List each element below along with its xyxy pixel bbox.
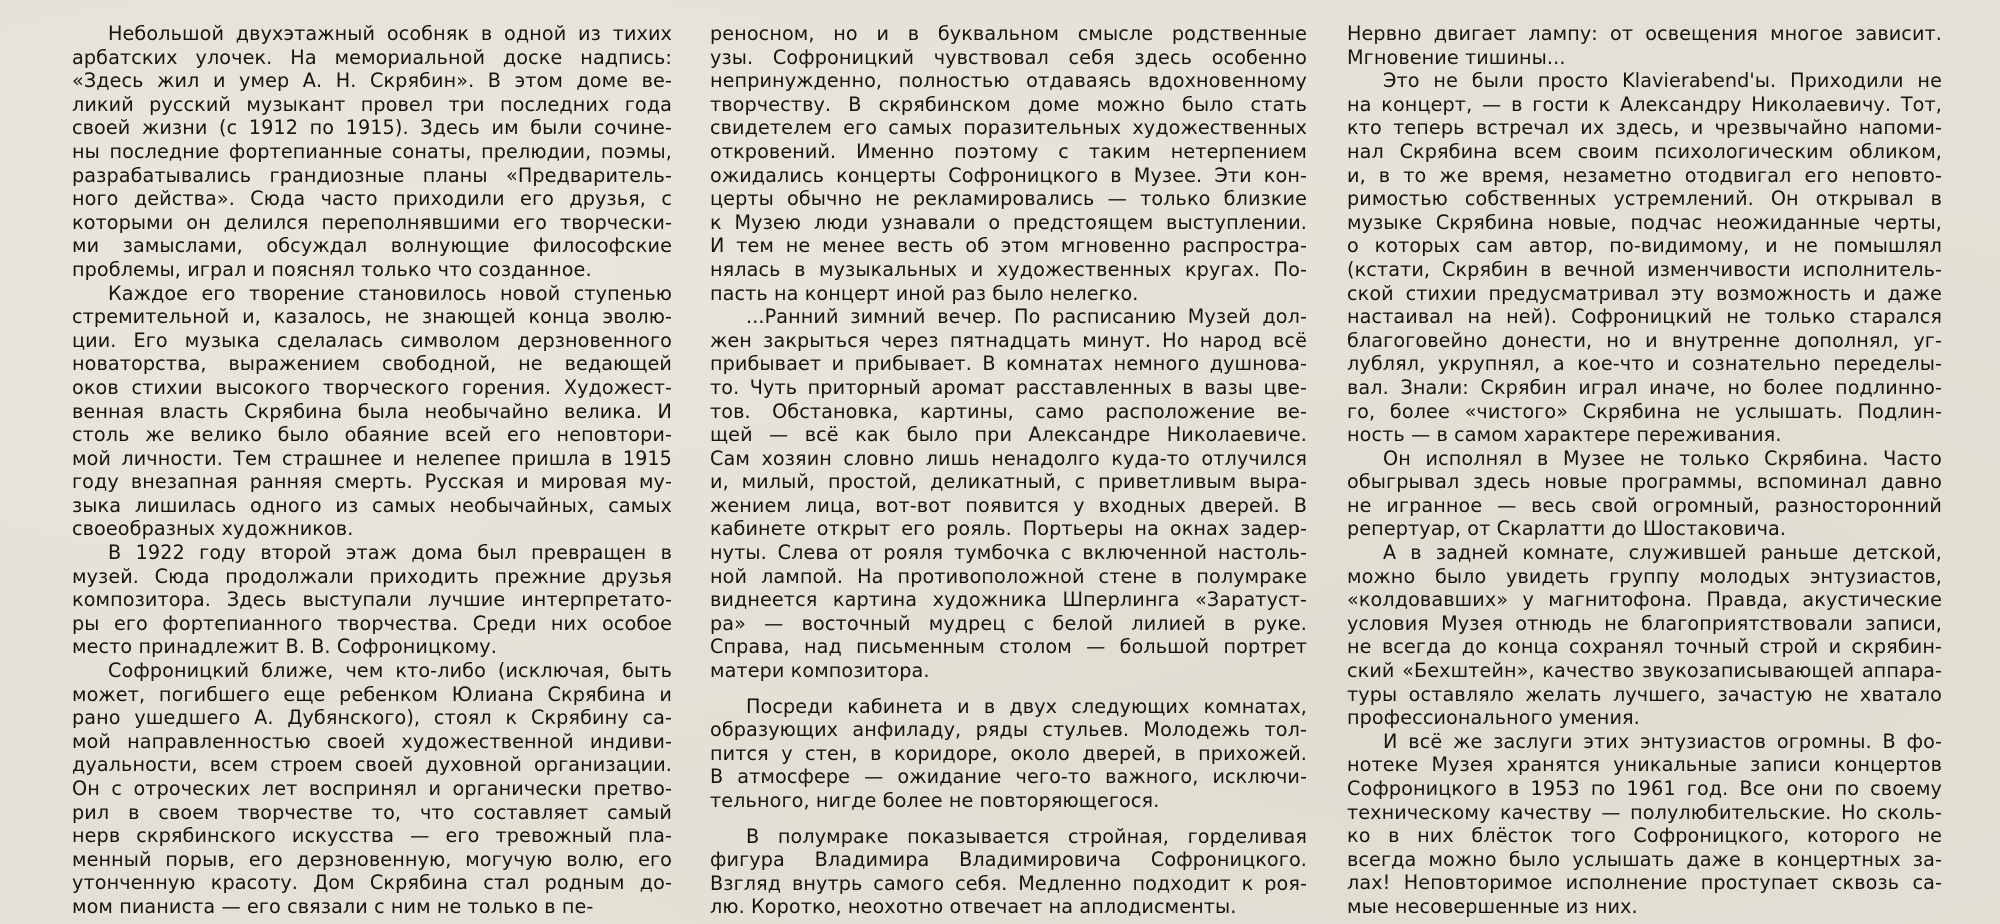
- text-line: туры оставляло желать лучшего, зачастую не хватало: [1347, 682, 1942, 706]
- text-line: Справа, над письменным столом — большой портрет: [710, 635, 1307, 659]
- text-line: рил в своем творчестве то, что составляет самый: [72, 800, 672, 824]
- text-line: музей. Сюда продолжали приходить прежние друзья: [72, 564, 672, 588]
- paragraph: [1347, 22, 1942, 69]
- text-line: жением лица, вот-вот появится у входных дверей. В: [710, 493, 1307, 517]
- text-line: обыгрывал здесь новые программы, вспоминал давно: [1347, 470, 1942, 494]
- text-line: к Музею люди узнавали о предстоящем выступлении.: [710, 210, 1307, 234]
- text-line: Нервно двигает лампу: от освещения многое зависит.: [1347, 22, 1942, 45]
- text-line: Каждое его творение становилось новой ступенью: [108, 281, 672, 305]
- text-line: нялась в музыкальных и художественных кругах. По-: [710, 257, 1307, 281]
- paragraph-gap: [710, 813, 1307, 825]
- paragraph: [710, 305, 1307, 683]
- text-line: го, более «чистого» Скрябина не услышать. Подлин-: [1347, 399, 1942, 423]
- paragraph: [72, 22, 672, 282]
- text-line: вал. Знали: Скрябин играл иначе, но более подлинно-: [1347, 375, 1942, 399]
- text-line: ной лампой. На противоположной стене в полумраке: [710, 564, 1307, 588]
- text-line: щей — всё как было при Александре Николаевиче.: [710, 423, 1307, 447]
- text-line: церты обычно не рекламировались — только близкие: [710, 187, 1307, 211]
- text-line: настаивал на ней). Софроницкий не только старался: [1347, 305, 1942, 329]
- text-line: ликий русский музыкант провел три последних года: [72, 92, 672, 116]
- text-line: В атмосфере — ожидание чего-то важного, исключи-: [710, 765, 1307, 789]
- text-line: ский «Бехштейн», качество звукозаписывающей аппара-: [1347, 659, 1942, 683]
- text-column-3: [1347, 22, 1942, 919]
- text-line: мой личности. Тем страшнее и нелепее пришла в 1915: [72, 446, 672, 470]
- text-line: профессионального умения.: [1347, 706, 1640, 730]
- text-line: благоговейно донести, но и внутренне дополнял, уг-: [1347, 328, 1942, 352]
- text-column-2: [710, 22, 1307, 919]
- text-line: ного действа». Сюда часто приходили его друзья, с: [72, 187, 672, 211]
- text-line: техническому качеству — полулюбительские. Но сколь-: [1347, 800, 1942, 824]
- text-line: Это не были просто Klavierabend'ы. Приходили не: [1383, 69, 1942, 93]
- text-line: пасть на концерт иной раз было нелегко.: [710, 281, 1139, 305]
- text-line: мой направленностью своей художественной индиви-: [72, 729, 672, 753]
- text-line: репертуар, от Скарлатти до Шостаковича.: [1347, 517, 1787, 541]
- text-line: «колдовавших» у магнитофона. Правда, акустические: [1347, 588, 1942, 612]
- text-line: ской стихии предусматривал эту возможность и даже: [1347, 281, 1942, 305]
- paragraph: [72, 282, 672, 542]
- text-line: Взгляд внутрь самого себя. Медленно подходит к роя-: [710, 871, 1307, 895]
- text-line: лах! Неповторимое исполнение проступает сквозь са-: [1347, 871, 1942, 895]
- text-line: нуты. Слева от рояля тумбочка с включенной настоль-: [710, 541, 1307, 565]
- text-line: рано ушедшего А. Дубянского), стоял к Скрябину са-: [72, 706, 672, 730]
- text-line: мом пианиста — его связали с ним не только в пе-: [72, 894, 594, 918]
- text-line: Посреди кабинета и в двух следующих комнатах,: [746, 694, 1307, 718]
- text-line: откровений. Именно поэтому с таким нетерпением: [710, 139, 1307, 163]
- text-line: Небольшой двухэтажный особняк в одной из тихих: [108, 22, 672, 45]
- text-line: образующих анфиладу, ряды стульев. Молодежь тол-: [710, 718, 1307, 742]
- paragraph: [710, 695, 1307, 813]
- text-line: которыми он делился переполнявшими его творчески-: [72, 210, 672, 234]
- text-line: (кстати, Скрябин в вечной изменчивости исполнитель-: [1347, 257, 1942, 281]
- text-line: новаторства, выражением свободной, не ведающей: [72, 352, 672, 376]
- text-line: прибывает и прибывает. В комнатах немного душнова-: [710, 352, 1307, 376]
- text-line: своей жизни (с 1912 по 1915). Здесь им были сочине-: [72, 116, 672, 140]
- text-line: Он исполнял в Музее не только Скрябина. Часто: [1383, 446, 1942, 470]
- text-line: пится у стен, в коридоре, около дверей, в прихожей.: [710, 741, 1307, 765]
- paragraph: [1347, 69, 1942, 447]
- text-line: Он с отроческих лет воспринял и органически претво-: [72, 777, 672, 800]
- text-line: нотеке Музея хранятся уникальные записи концертов: [1347, 753, 1942, 777]
- text-line: ожидались концерты Софроницкого в Музее. Эти кон-: [710, 163, 1307, 187]
- text-line: ...Ранний зимний вечер. По расписанию Музей дол-: [746, 305, 1307, 329]
- text-line: ции. Его музыка сделалась символом дерзновенного: [72, 328, 672, 352]
- text-line: римостью собственных устремлений. Он открывал в: [1347, 187, 1942, 211]
- text-line: утонченную красоту. Дом Скрябина стал родным до-: [72, 871, 672, 895]
- text-line: можно было увидеть группу молодых энтузиастов,: [1347, 564, 1942, 588]
- text-line: ры его фортепианного творчества. Среди них особое: [72, 611, 672, 635]
- text-line: разрабатывались грандиозные планы «Предваритель-: [72, 163, 672, 187]
- paragraph: [72, 541, 672, 659]
- text-line: то. Чуть приторный аромат расставленных в вазы цве-: [710, 375, 1307, 399]
- text-line: В 1922 году второй этаж дома был превращен в: [108, 541, 672, 565]
- text-line: дуальности, всем строем своей духовной организации.: [72, 753, 672, 777]
- text-column-1: [72, 22, 672, 919]
- text-line: всегда можно было услышать даже в концертных за-: [1347, 847, 1942, 871]
- text-line: лублял, укрупнял, а кое-что и сознательно переделы-: [1347, 352, 1942, 376]
- text-line: и, милый, простой, деликатный, с приветливым выра-: [710, 470, 1307, 494]
- text-line: ко в них блёсток того Софроницкого, которого не: [1347, 824, 1942, 848]
- text-line: матери композитора.: [710, 659, 930, 683]
- text-line: виднеется картина художника Шперлинга «Заратуст-: [710, 588, 1307, 612]
- text-line: фигура Владимира Владимировича Софроницкого.: [710, 848, 1307, 872]
- text-line: и, в то же время, незаметно отодвигал его неповто-: [1347, 163, 1942, 187]
- text-line: В полумраке показывается стройная, горделивая: [746, 824, 1307, 848]
- text-line: своеобразных художников.: [72, 517, 354, 541]
- text-line: проблемы, играл и пояснял только что созданное.: [72, 257, 592, 281]
- text-line: году внезапная ранняя смерть. Русская и мировая му-: [72, 470, 672, 494]
- text-line: лю. Коротко, неохотно отвечает на аплодисменты.: [710, 895, 1237, 919]
- text-line: И всё же заслуги этих энтузиастов огромны. В фо-: [1383, 729, 1942, 753]
- text-line: Сам хозяин словно лишь ненадолго куда-то отлучился: [710, 446, 1307, 470]
- text-line: узы. Софроницкий чувствовал себя здесь особенно: [710, 45, 1307, 69]
- paragraph: [1347, 541, 1942, 730]
- text-line: ра» — восточный мудрец с белой лилией в руке.: [710, 611, 1307, 635]
- text-line: оков стихии высокого творческого горения. Художест-: [72, 375, 672, 399]
- text-line: ны последние фортепианные сонаты, прелюдии, поэмы,: [72, 139, 672, 163]
- paragraph: [72, 659, 672, 919]
- text-line: свидетелем его самых поразительных художественных: [710, 116, 1307, 140]
- text-line: музыке Скрябина новые, подчас неожиданные черты,: [1347, 210, 1942, 234]
- text-line: может, погибшего еще ребенком Юлиана Скрябина и: [72, 682, 672, 706]
- text-line: ность — в самом характере переживания.: [1347, 423, 1782, 447]
- text-line: реносном, но и в буквальном смысле родственные: [710, 22, 1307, 45]
- text-line: мые несовершенные из них.: [1347, 894, 1638, 918]
- paragraph: [710, 22, 1307, 305]
- text-line: тов. Обстановка, картины, само расположение ве-: [710, 399, 1307, 423]
- text-line: зыка лишилась одного из самых необычайных, самых: [72, 493, 672, 517]
- text-line: «Здесь жил и умер А. Н. Скрябин». В этом доме ве-: [72, 69, 672, 93]
- text-line: Софроницкого в 1953 по 1961 год. Все они по своему: [1347, 777, 1942, 800]
- text-line: нерв скрябинского искусства — его тревожный пла-: [72, 824, 672, 848]
- text-line: И тем не менее весть об этом мгновенно распростра-: [710, 234, 1307, 258]
- text-line: место принадлежит В. В. Софроницкому.: [72, 635, 497, 659]
- paragraph-gap: [710, 683, 1307, 695]
- text-line: творчеству. В скрябинском доме можно было стать: [710, 92, 1307, 116]
- paragraph: [1347, 447, 1942, 541]
- text-line: столь же велико было обаяние всей его неповтори-: [72, 423, 672, 447]
- text-line: Мгновение тишины...: [1347, 45, 1566, 69]
- text-line: не всегда до конца сохранял точный строй и скрябин-: [1347, 635, 1942, 659]
- text-line: ми замыслами, обсуждал волнующие философские: [72, 234, 672, 258]
- text-line: Софроницкий ближе, чем кто-либо (исключая, быть: [108, 659, 672, 683]
- text-line: кто теперь встречал их здесь, и чрезвычайно напоми-: [1347, 116, 1942, 140]
- text-line: кабинете открыт его рояль. Портьеры на окнах задер-: [710, 517, 1307, 541]
- text-line: условия Музея отнюдь не благоприятствовали записи,: [1347, 611, 1942, 635]
- text-line: не игранное — весь свой огромный, разносторонний: [1347, 493, 1942, 517]
- text-line: о которых сам автор, по-видимому, и не помышлял: [1347, 234, 1942, 258]
- text-line: на концерт, — в гости к Александру Николаевичу. Тот,: [1347, 92, 1942, 116]
- paragraph: [1347, 730, 1942, 919]
- paragraph: [710, 825, 1307, 919]
- text-line: арбатских улочек. На мемориальной доске надпись:: [72, 45, 672, 69]
- text-line: жен закрыться через пятнадцать минут. Но народ всё: [710, 328, 1307, 352]
- text-line: непринужденно, полностью отдаваясь вдохновенному: [710, 69, 1307, 93]
- text-line: тельного, нигде более не повторяющегося.: [710, 789, 1160, 812]
- text-line: нал Скрябина всем своим психологическим обликом,: [1347, 139, 1942, 163]
- text-line: А в задней комнате, служившей раньше детской,: [1383, 541, 1942, 565]
- text-line: венная власть Скрябина была необычайно велика. И: [72, 399, 672, 423]
- text-line: стремительной и, казалось, не знающей конца эволю-: [72, 305, 672, 329]
- text-line: менный порыв, его дерзновенную, могучую волю, его: [72, 847, 672, 871]
- text-line: композитора. Здесь выступали лучшие интерпретато-: [72, 588, 672, 612]
